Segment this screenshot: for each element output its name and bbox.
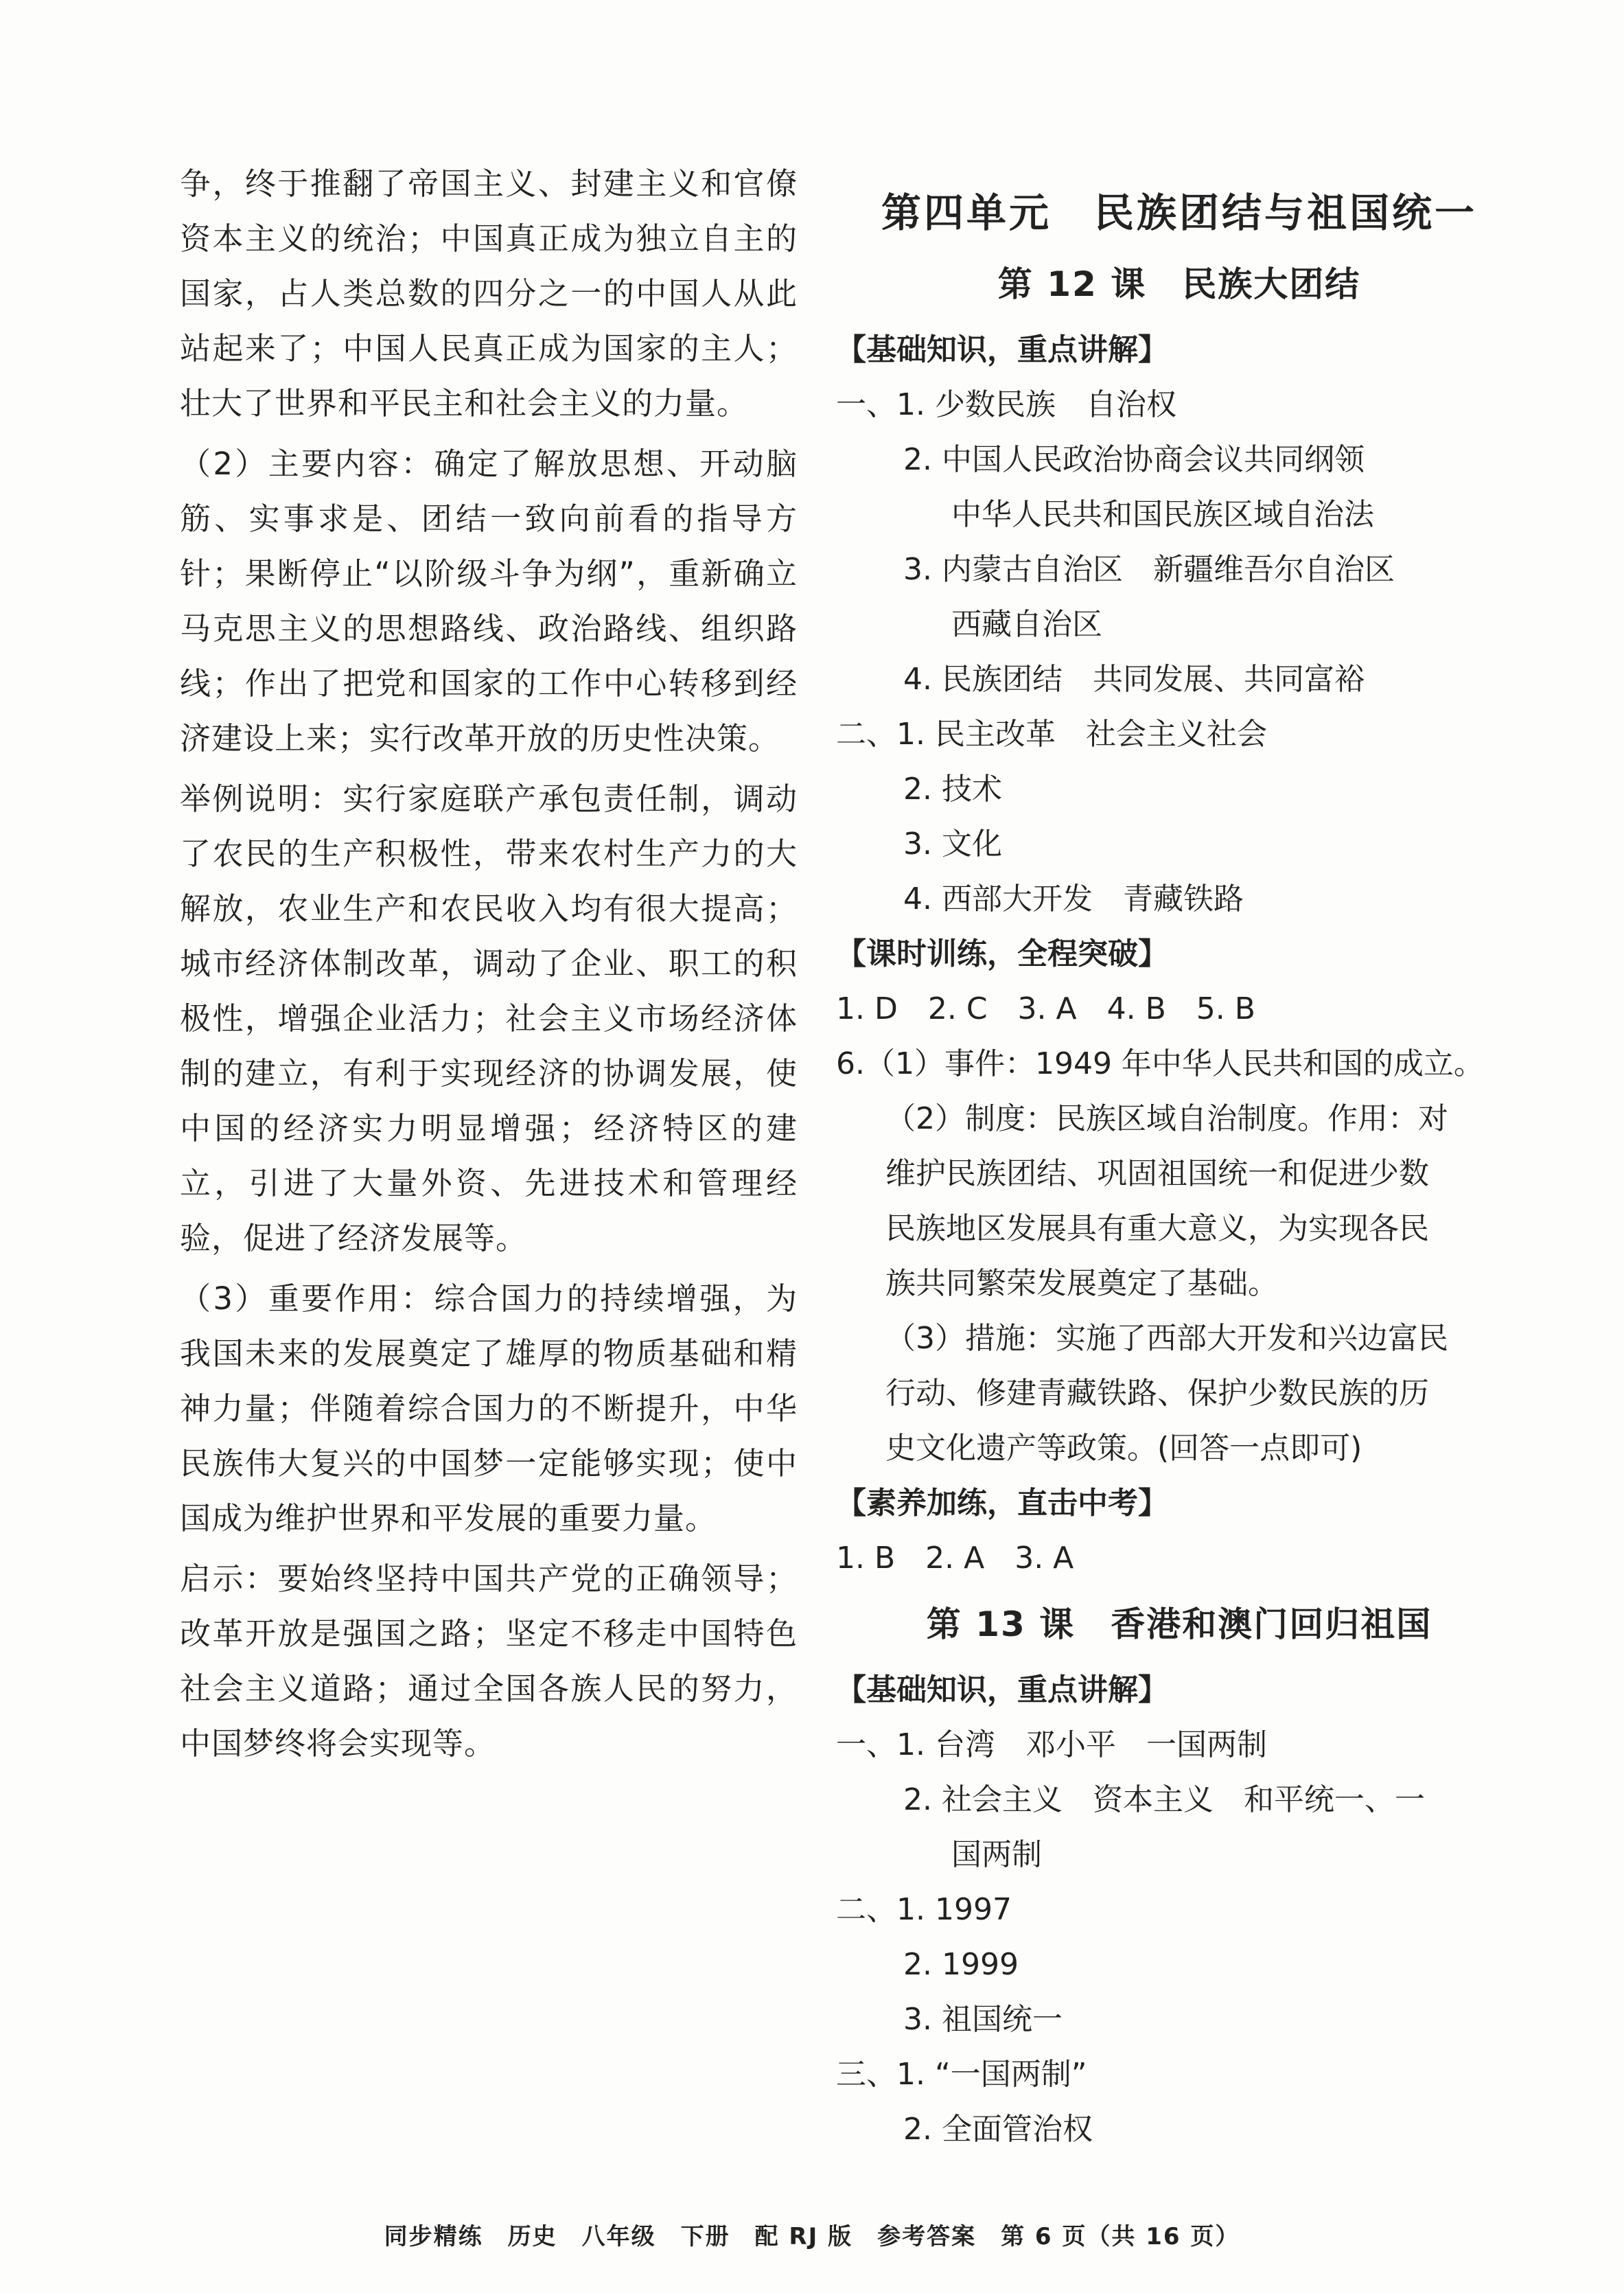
section-heading: 【素养加练，直击中考】 [836, 1486, 1168, 1521]
unit-title: 第四单元 民族团结与祖国统一 [881, 189, 1477, 236]
answer-line: 2. 1999 [903, 1947, 1019, 1982]
answer-line: 一、1. 台湾 邓小平 一国两制 [836, 1727, 1267, 1762]
answer-line: 行动、修建青藏铁路、保护少数民族的历 [885, 1376, 1429, 1411]
answer-line: 2. 技术 [903, 772, 1002, 807]
page-footer: 同步精练 历史 八年级 下册 配 RJ 版 参考答案 第 6 页（共 16 页） [384, 2223, 1240, 2250]
answer-line: 中华人民共和国民族区域自治法 [951, 497, 1374, 532]
answer-line: 三、1. “一国两制” [836, 2057, 1087, 2092]
answer-line: 国两制 [951, 1837, 1042, 1872]
paragraph: （3）重要作用：综合国力的持续增强，为我国未来的发展奠定了雄厚的物质基础和精神力量；伴随着综合国力的不断提升，中华民族伟大复兴的中国梦一定能够实现；使中国成为维护世界和平发展的重要力量。 [180, 1280, 798, 1536]
answer-line: 维护民族团结、巩固祖国统一和促进少数 [885, 1156, 1429, 1191]
answer-line: 4. 民族团结 共同发展、共同富裕 [903, 662, 1365, 697]
answer-line: （2）制度：民族区域自治制度。作用：对 [885, 1101, 1448, 1136]
answer-line: 二、1. 民主改革 社会主义社会 [836, 717, 1267, 752]
answer-line: 2. 全面管治权 [903, 2112, 1093, 2147]
answer-line: （3）措施：实施了西部大开发和兴边富民 [885, 1321, 1448, 1356]
paragraph: 举例说明：实行家庭联产承包责任制，调动了农民的生产积极性，带来农村生产力的大解放，农业生产和农民收入均有很大提高；城市经济体制改革，调动了企业、职工的积极性，增强企业活力；社会主义市场经济体制的建立，有利于实现经济的协调发展，使中国的经济实力明显增强；经济特区的建立，引进了大量外资、先进技术和管理经验，促进了经济发展等。 [180, 781, 798, 1256]
paragraph: 启示：要始终坚持中国共产党的正确领导；改革开放是强国之路；坚定不移走中国特色社会主义道路；通过全国各族人民的努力，中国梦终将会实现等。 [180, 1560, 798, 1762]
answer-line: 1. B 2. A 3. A [836, 1541, 1074, 1576]
right-column [836, 180, 1522, 2157]
section-heading: 【课时训练，全程突破】 [836, 936, 1168, 971]
answer-line: 4. 西部大开发 青藏铁路 [903, 882, 1244, 917]
left-column [180, 157, 798, 1777]
section-heading: 【基础知识，重点讲解】 [836, 332, 1168, 367]
answer-line: 1. D 2. C 3. A 4. B 5. B [836, 991, 1255, 1026]
answer-line: 民族地区发展具有重大意义，为实现各民 [885, 1211, 1429, 1246]
answer-line: 西藏自治区 [951, 607, 1102, 642]
answer-line: 2. 中国人民政治协商会议共同纲领 [903, 442, 1365, 477]
answer-line: 2. 社会主义 资本主义 和平统一、一 [903, 1782, 1425, 1817]
lesson-title: 第 13 课 香港和澳门回归祖国 [926, 1604, 1432, 1644]
answer-line: 3. 内蒙古自治区 新疆维吾尔自治区 [903, 552, 1395, 587]
paragraph: 争，终于推翻了帝国主义、封建主义和官僚资本主义的统治；中国真正成为独立自主的国家，占人类总数的四分之一的中国人从此站起来了；中国人民真正成为国家的主人；壮大了世界和平民主和社会主义的力量。 [180, 165, 798, 422]
answer-line: 6.（1）事件：1949 年中华人民共和国的成立。 [836, 1046, 1484, 1081]
answer-line: 3. 祖国统一 [903, 2002, 1063, 2037]
answer-line: 3. 文化 [903, 827, 1002, 862]
section-heading: 【基础知识，重点讲解】 [836, 1672, 1168, 1707]
answer-line: 二、1. 1997 [836, 1892, 1012, 1927]
paragraph: （2）主要内容：确定了解放思想、开动脑筋、实事求是、团结一致向前看的指导方针；果断停止“以阶级斗争为纲”，重新确立马克思主义的思想路线、政治路线、组织路线；作出了把党和国家的工作中心转移到经济建设上来；实行改革开放的历史性决策。 [180, 446, 798, 757]
lesson-title: 第 12 课 民族大团结 [997, 264, 1361, 304]
answer-line: 一、1. 少数民族 自治权 [836, 387, 1176, 422]
answer-line: 族共同繁荣发展奠定了基础。 [885, 1266, 1278, 1301]
answer-line: 史文化遗产等政策。(回答一点即可) [885, 1431, 1362, 1466]
